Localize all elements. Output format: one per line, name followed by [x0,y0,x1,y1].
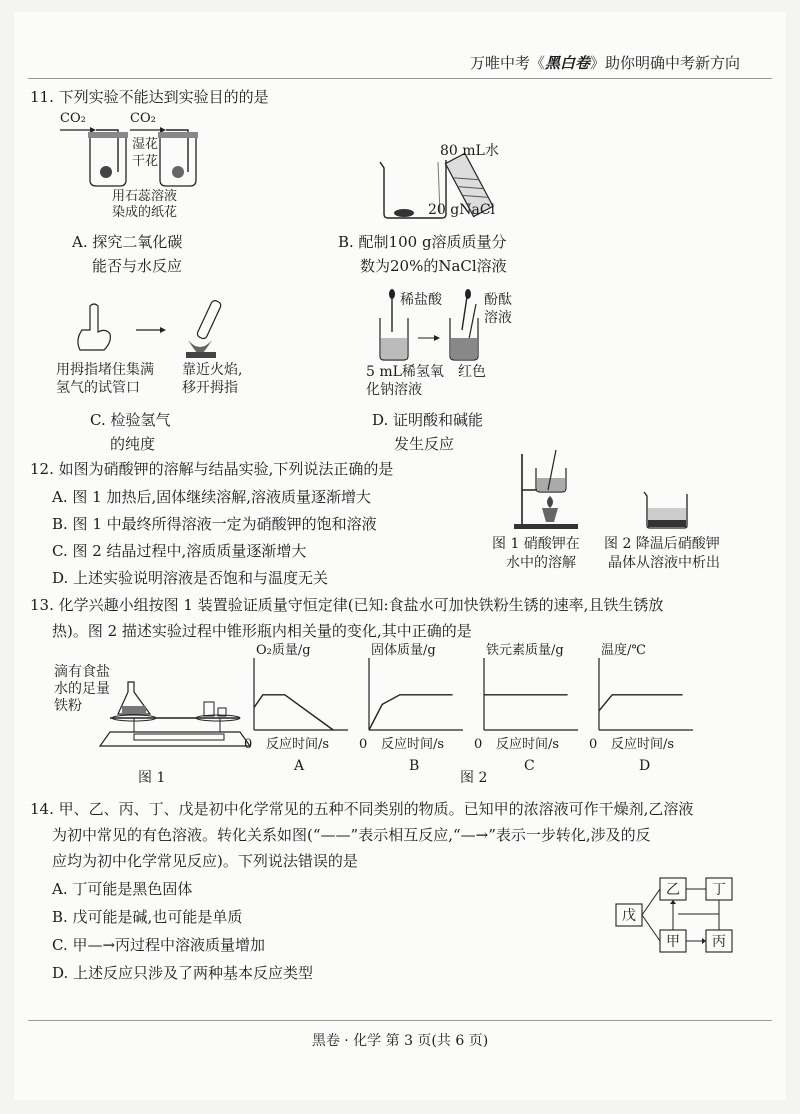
q11-c-note-2b: 移开拇指 [182,380,238,396]
q11-option-b-1: B. 配制100 g溶质质量分 [338,233,507,251]
q11-option-b-2: 数为20%的NaCl溶液 [360,257,507,275]
q12-option-b: B. 图 1 中最终所得溶液一定为硝酸钾的饱和溶液 [52,515,377,533]
q12-fig1-caption-2: 水中的溶解 [506,555,576,571]
q11-a-wet-flower: 湿花 [132,137,159,152]
page-footer: 黑卷 · 化学 第 3 页(共 6 页) [311,1033,489,1049]
chart-letter: B [409,758,420,774]
q11-a-note-2: 染成的纸花 [112,205,178,220]
brand-name: 黑白卷 [544,54,590,72]
q12-fig1-caption-1: 图 1 硝酸钾在 [492,536,580,552]
q11-a-dry-flower: 干花 [132,154,159,169]
q13-stem-2: 热)。图 2 描述实验过程中锥形瓶内相关量的变化,其中正确的是 [52,622,472,640]
q11-d-base-2: 化钠溶液 [366,382,422,398]
q14-stem-2: 为初中常见的有色溶液。转化关系如图(“——”表示相互反应,“—→”表示一步转化,涉及的反 [52,826,651,844]
q14-relation-diagram [612,874,740,954]
q14-node-wu: 戊 [622,908,636,924]
q12-fig2-beaker [642,490,692,530]
origin-label: 0 [589,737,598,752]
y-axis-label: 固体质量/g [371,643,436,658]
q13-chart-d [589,642,693,774]
q12-fig1-heating [510,450,590,532]
chart-letter: A [294,758,305,774]
header-slogan: 万唯中考《黑白卷》助你明确中考新方向 [469,54,740,72]
origin-label: 0 [244,737,253,752]
q11-stem: 11. 下列实验不能达到实验目的的是 [30,88,269,106]
q11-a-note-1: 用石蕊溶液 [112,189,178,204]
q14-stem-3: 应均为初中化学常见反应)。下列说法错误的是 [52,852,358,870]
q14-node-jia: 甲 [666,934,680,950]
q13-balance-setup [90,676,253,756]
chart-letter: D [639,758,651,774]
q11-a-co2-label-1: CO₂ [60,111,86,126]
q11-d-base-1: 5 mL稀氢氧 [366,364,444,380]
q14-node-ding: 丁 [712,882,726,898]
x-axis-label: 反应时间/s [381,737,445,752]
q13-charts [240,643,700,774]
q11-d-red-label: 红色 [458,364,486,380]
q12-option-d: D. 上述实验说明溶液是否饱和与温度无关 [52,569,329,587]
q14-node-yi: 乙 [666,882,680,898]
y-axis-label: O₂质量/g [256,643,311,658]
q11-a-co2-label-2: CO₂ [130,111,156,126]
q13-chart-c [474,642,578,774]
origin-label: 0 [359,737,368,752]
q11-d-indicator-2: 溶液 [484,310,512,326]
q13-chart-b [359,642,463,774]
q14-option-d: D. 上述反应只涉及了两种基本反应类型 [52,964,314,982]
footer-rule [28,1020,772,1021]
q12-option-a: A. 图 1 加热后,固体继续溶解,溶液质量逐渐增大 [52,488,371,506]
q12-stem: 12. 如图为硝酸钾的溶解与结晶实验,下列说法正确的是 [30,460,394,478]
q13-stem-1: 13. 化学兴趣小组按图 1 装置验证质量守恒定律(已知:食盐水可加快铁粉生锈的速率,且铁生锈放 [30,596,664,614]
q11-c-note-1a: 用拇指堵住集满 [56,362,154,378]
series-line [599,695,683,711]
header-rule [28,78,772,79]
origin-label: 0 [474,737,483,752]
q11-option-a-1: A. 探究二氧化碳 [72,233,183,251]
q11-b-water-label: 80 mL水 [440,143,499,159]
q11-option-a-2: 能否与水反应 [92,257,183,275]
q11-option-d-1: D. 证明酸和碱能 [372,411,484,429]
q11-c-note-2a: 靠近火焰, [182,362,243,378]
q11-b-nacl-label: 20 gNaCl [428,202,496,218]
q12-option-c: C. 图 2 结晶过程中,溶质质量逐渐增大 [52,542,307,560]
q13-setup-label-1: 滴有食盐 [54,664,110,680]
q11-c-hand-tube [70,300,240,360]
x-axis-label: 反应时间/s [611,737,675,752]
x-axis-label: 反应时间/s [266,737,330,752]
x-axis-label: 反应时间/s [496,737,560,752]
series-line [254,695,333,730]
q13-fig1-label: 图 1 [138,770,166,786]
chart-letter: C [524,758,535,774]
q11-c-note-1b: 氢气的试管口 [56,380,140,396]
q13-setup-label-2: 水的足量 [54,681,110,697]
q11-option-c-1: C. 检验氢气 [90,411,171,429]
q13-chart-a [244,643,348,774]
q14-option-a: A. 丁可能是黑色固体 [52,880,193,898]
y-axis-label: 铁元素质量/g [486,643,564,658]
q13-setup-label-3: 铁粉 [54,698,82,714]
q14-stem-1: 14. 甲、乙、丙、丁、戊是初中化学常见的五种不同类别的物质。已知甲的浓溶液可作干燥剂,乙溶液 [30,800,694,818]
q14-node-bing: 丙 [712,934,726,950]
q14-option-b: B. 戊可能是碱,也可能是单质 [52,908,243,926]
q12-fig2-caption-1: 图 2 降温后硝酸钾 [604,536,720,552]
q12-fig2-caption-2: 晶体从溶液中析出 [608,555,720,571]
q11-d-indicator-1: 酚酞 [484,292,512,308]
y-axis-label: 温度/℃ [601,643,646,658]
q13-fig2-label: 图 2 [460,770,488,786]
series-line [369,695,453,730]
q11-d-acid-label: 稀盐酸 [400,292,442,308]
q14-option-c: C. 甲—→丙过程中溶液质量增加 [52,936,266,954]
q11-option-c-2: 的纯度 [110,435,156,453]
q11-option-d-2: 发生反应 [394,435,455,453]
